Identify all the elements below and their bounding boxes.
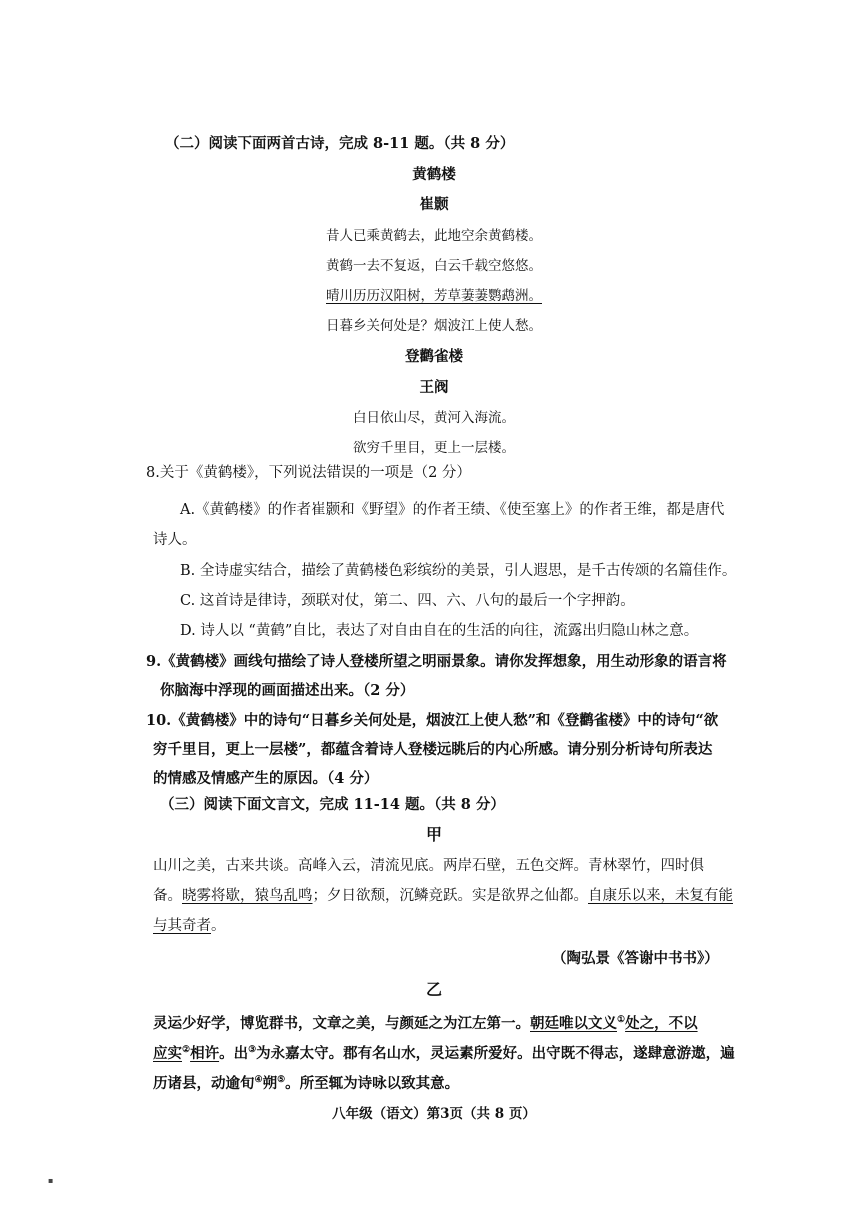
section-3-heading: （三）阅读下面文言文，完成 11-14 题。（共 8 分） (160, 796, 505, 813)
question-8-option-d: D. 诗人以 “黄鹤”自比，表达了对自由自在的生活的向往，流露出归隐山林之意。 (180, 623, 699, 639)
passage-yi-title: 乙 (425, 980, 442, 999)
poem-2-line-1: 白日依山尽，黄河入海流。 (353, 410, 515, 426)
poem-1-line-2: 黄鹤一去不复返，白云千载空悠悠。 (326, 258, 542, 274)
question-8-option-c: C. 这首诗是律诗，颈联对仗，第二、四、六、八句的最后一个字押韵。 (180, 593, 635, 609)
footnote-marker-2: ② (182, 1045, 191, 1055)
poem-1-line-3-underlined: 晴川历历汉阳树，芳草萋萋鹦鹉洲。 (326, 288, 542, 304)
passage-jia-line-3: 与其奇者。 (153, 918, 226, 934)
poem-2-line-2: 欲穷千里目，更上一层楼。 (353, 440, 515, 456)
question-8-stem: 8.关于《黄鹤楼》，下列说法错误的一项是（2 分） (146, 465, 471, 481)
section-2-heading: （二）阅读下面两首古诗，完成 8-11 题。（共 8 分） (165, 135, 515, 152)
footnote-marker-1: ① (617, 1015, 626, 1025)
passage-jia-underline-2: 自康乐以来，未复有能 (588, 888, 733, 904)
question-9-line-2: 你脑海中浮现的画面描述出来。（2 分） (160, 682, 415, 699)
question-10-line-3: 的情感及情感产生的原因。（4 分） (153, 770, 379, 787)
passage-yi-line-2: 应实②相许。出③为永嘉太守。郡有名山水，灵运素所爱好。出守既不得志，遂肆意游遨，遍 (153, 1044, 735, 1062)
question-8-option-b: B. 全诗虚实结合，描绘了黄鹤楼色彩缤纷的美景，引人遐思，是千古传颂的名篇佳作。 (180, 563, 737, 579)
passage-yi-line-3: 历诸县，动逾旬④朔⑤。所至辄为诗咏以致其意。 (153, 1074, 460, 1092)
question-8-option-a: A.《黄鹤楼》的作者崔颢和《野望》的作者王绩、《使至塞上》的作者王维，都是唐代 (180, 502, 725, 518)
passage-jia-title: 甲 (425, 825, 442, 844)
footnote-marker-4: ④ (254, 1075, 263, 1085)
footnote-marker-5: ⑤ (277, 1075, 286, 1085)
passage-yi-line-1: 灵运少好学，博览群书，文章之美，与颜延之为江左第一。朝廷唯以文义①处之，不以 (153, 1014, 698, 1032)
passage-jia-underline-1: 晓雾将歇，猿鸟乱鸣 (182, 888, 313, 904)
passage-jia-source: （陶弘景《答谢中书书》） (552, 950, 719, 967)
poem-1-title: 黄鹤楼 (412, 166, 456, 183)
poem-1-author: 崔颢 (419, 196, 449, 213)
question-10-line-2: 穷千里目，更上一层楼”，都蕴含着诗人登楼远眺后的内心所感。请分别分析诗句所表达 (153, 741, 713, 758)
poem-1-line-1: 昔人已乘黄鹤去，此地空余黄鹤楼。 (326, 228, 542, 244)
page-footer: 八年级（语文）第3页（共 8 页） (332, 1106, 536, 1122)
scan-dot-mark: ▪ (48, 1176, 54, 1185)
passage-jia-line-2: 备。晓雾将歇，猿鸟乱鸣；夕日欲颓，沉鳞竞跃。实是欲界之仙都。自康乐以来，未复有能 (153, 888, 733, 904)
footnote-marker-3: ③ (248, 1045, 257, 1055)
question-9-line-1: 9.《黄鹤楼》画线句描绘了诗人登楼所望之明丽景象。请你发挥想象，用生动形象的语言将 (146, 653, 727, 670)
poem-2-author: 王阀 (419, 379, 449, 396)
poem-1-line-4: 日暮乡关何处是？烟波江上使人愁。 (326, 318, 542, 334)
passage-jia-line-1: 山川之美，古来共谈。高峰入云，清流见底。两岸石壁，五色交辉。青林翠竹，四时俱 (153, 858, 704, 874)
poem-2-title: 登鹳雀楼 (405, 348, 463, 365)
question-10-line-1: 10.《黄鹤楼》中的诗句“日暮乡关何处是，烟波江上使人愁”和《登鹳雀楼》中的诗句“欲 (146, 712, 719, 729)
question-8-option-a-cont: 诗人。 (153, 532, 197, 548)
